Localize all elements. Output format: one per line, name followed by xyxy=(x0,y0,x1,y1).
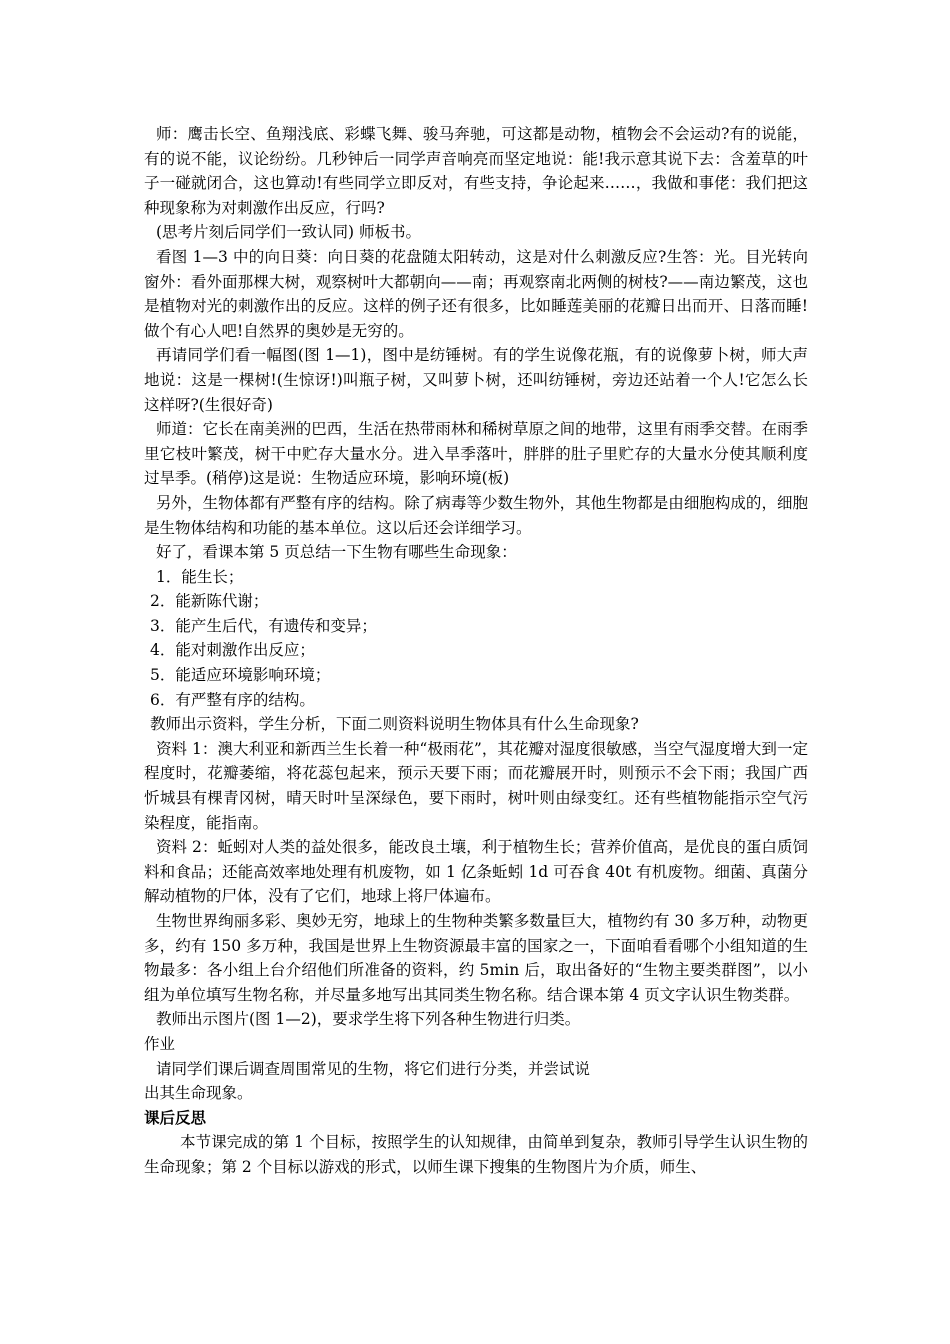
homework-label: 作业 xyxy=(144,1034,176,1053)
paragraph-board-note: (思考片刻后同学们一致认同) 师板书。 xyxy=(156,223,422,242)
paragraph-summary-intro: 好了，看课本第 5 页总结一下生物有哪些生命现象： xyxy=(156,543,517,562)
list-item: 5．能适应环境影响环境； xyxy=(150,666,331,685)
paragraph-brazil: 师道：它长在南美洲的巴西，生活在热带雨林和稀树草原之间的地带，这里有雨季交替。在雨季里它枝叶繁茂，树干中贮存大量水分。进入旱季落叶，胖胖的肚子里贮存的大量水分使其顺利度过旱季。(稍停)这是说：生物适应环境，影响环境(板) xyxy=(144,420,808,488)
list-item: 1．能生长； xyxy=(156,567,244,586)
paragraph-material-1: 资料 1：澳大利亚和新西兰生长着一种“极雨花”，其花瓣对湿度很敏感，当空气湿度增大到一定程度时，花瓣萎缩，将花蕊包起来，预示天要下雨；而花瓣展开时，则预示不会下雨；我国广西忻城县有棵青冈树，晴天时叶呈深绿色，要下雨时，树叶则由绿变红。还有些植物能指示空气污染程度，能指南。 xyxy=(144,739,808,832)
paragraph-reflection: 本节课完成的第 1 个目标，按照学生的认知规律，由简单到复杂，教师引导学生认识生物的生命现象；第 2 个目标以游戏的形式，以师生课下搜集的生物图片为介质，师生、 xyxy=(144,1133,808,1176)
paragraph-homework-cont: 出其生命现象。 xyxy=(144,1084,253,1103)
paragraph-biodiversity: 生物世界绚丽多彩、奥妙无穷，地球上的生物种类繁多数量巨大，植物约有 30 多万种，动物更多，约有 150 多万种，我国是世界上生物资源最丰富的国家之一，下面咱看看哪个小组知道的生物最多：各小组上台介绍他们所准备的资料，约 5min 后，取出备好的“生物主要类群图”，以小组为单位填写生物名称，并尽量多地写出其同类生物名称。结合课本第 4 页文字认识生物类群。 xyxy=(144,912,808,1004)
paragraph-classify: 教师出示图片(图 1—2)，要求学生将下列各种生物进行归类。 xyxy=(156,1010,581,1029)
paragraph-spindle-tree: 再请同学们看一幅图(图 1—1)，图中是纺锤树。有的学生说像花瓶，有的说像萝卜树，师大声地说：这是一棵树!(生惊讶!)叫瓶子树，又叫萝卜树，还叫纺锤树，旁边还站着一个人!它怎么长这样呀?(生很好奇) xyxy=(144,346,808,414)
paragraph-homework: 请同学们课后调查周围常见的生物，将它们进行分类，并尝试说 xyxy=(156,1059,591,1078)
list-item: 3．能产生后代，有遗传和变异； xyxy=(150,616,377,635)
paragraph-sunflower: 看图 1—3 中的向日葵：向日葵的花盘随太阳转动，这是对什么刺激反应?生答：光。目光转向窗外：看外面那棵大树，观察树叶大都朝向——南；再观察南北两侧的树枝?——南边繁茂，这也是植物对光的刺激作出的反应。这样的例子还有很多，比如睡莲美丽的花瓣日出而开、日落而睡!做个有心人吧!自然界的奥妙是无穷的。 xyxy=(144,247,808,340)
list-item: 2．能新陈代谢； xyxy=(150,592,269,611)
paragraph-material-2: 资料 2：蚯蚓对人类的益处很多，能改良土壤，利于植物生长；营养价值高，是优良的蛋白质饲料和食品；还能高效率地处理有机废物，如 1 亿条蚯蚓 1d 可吞食 40t 有机废物。细菌、真菌分解动植物的尸体，没有了它们，地球上将尸体遍布。 xyxy=(144,838,808,906)
list-item: 6．有严整有序的结构。 xyxy=(150,690,315,709)
paragraph-structure: 另外，生物体都有严整有序的结构。除了病毒等少数生物外，其他生物都是由细胞构成的，细胞是生物体结构和功能的基本单位。这以后还会详细学习。 xyxy=(144,493,808,537)
document-page xyxy=(144,122,808,1180)
section-heading-reflection: 课后反思 xyxy=(144,1107,207,1127)
paragraph-teacher-movement: 师：鹰击长空、鱼翔浅底、彩蝶飞舞、骏马奔驰，可这都是动物，植物会不会运动?有的说能，有的说不能，议论纷纷。几秒钟后一同学声音响亮而坚定地说：能!我示意其说下去：含羞草的叶子一碰就闭合，这也算动!有些同学立即反对，有些支持，争论起来……，我做和事佬：我们把这种现象称为对刺激作出反应，行吗? xyxy=(144,125,808,217)
paragraph-materials-intro: 教师出示资料，学生分析，下面二则资料说明生物体具有什么生命现象? xyxy=(150,715,639,734)
list-item: 4．能对刺激作出反应； xyxy=(150,641,315,660)
